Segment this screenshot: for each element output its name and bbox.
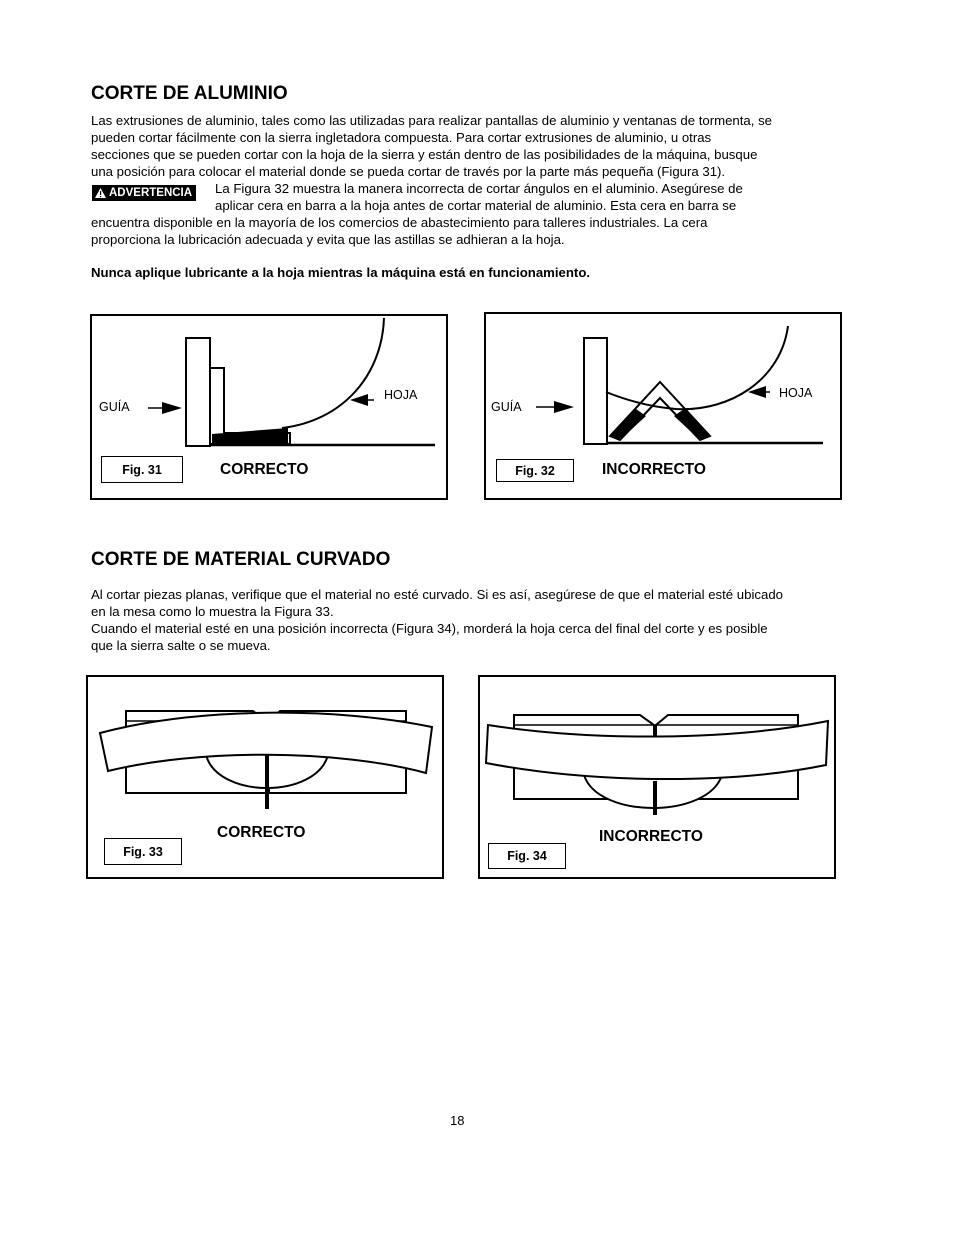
figure-label: Fig. 34 xyxy=(488,843,566,869)
paragraph-line: pueden cortar fácilmente con la sierra ingletadora compuesta. Para cortar extrusiones de aluminio, u otras xyxy=(91,130,712,145)
warning-label: ADVERTENCIA xyxy=(109,187,193,199)
warning-line: aplicar cera en barra a la hoja antes de cortar material de aluminio. Esta cera en barra se xyxy=(215,198,737,213)
guide-label: GUÍA xyxy=(491,400,522,414)
warning-text xyxy=(215,180,743,214)
figure-caption: INCORRECTO xyxy=(599,828,703,845)
figure-33 xyxy=(86,675,444,879)
paragraph-line: que la sierra salte o se mueva. xyxy=(91,638,271,653)
section1-paragraph xyxy=(91,112,772,180)
guide-label: GUÍA xyxy=(99,400,130,414)
paragraph-line: en la mesa como lo muestra la Figura 33. xyxy=(91,604,334,619)
figure-caption: CORRECTO xyxy=(220,461,309,478)
paragraph-line: secciones que se pueden cortar con la hoja de la sierra y están dentro de las posibilidades de la máquina, busque xyxy=(91,147,758,162)
paragraph-line: una posición para colocar el material donde se pueda cortar de través por la parte más pequeña (Figura 31). xyxy=(91,164,726,179)
figure-32 xyxy=(484,312,842,500)
section1-paragraph-continued xyxy=(91,214,708,248)
figure-label: Fig. 31 xyxy=(101,456,183,483)
paragraph-line: Al cortar piezas planas, verifique que el material no esté curvado. Si es así, asegúrese de que el material esté ubicado xyxy=(91,587,784,602)
section-heading-aluminio: CORTE DE ALUMINIO xyxy=(91,83,288,104)
figure-label: Fig. 32 xyxy=(496,459,574,482)
section2-paragraph xyxy=(91,586,783,654)
figure-34 xyxy=(478,675,836,879)
blade-label: HOJA xyxy=(384,388,418,402)
blade-label: HOJA xyxy=(779,386,813,400)
warning-line: La Figura 32 muestra la manera incorrecta de cortar ángulos en el aluminio. Asegúrese de xyxy=(215,181,743,196)
bold-note: Nunca aplique lubricante a la hoja mientras la máquina está en funcionamiento. xyxy=(91,265,591,280)
figure-caption: CORRECTO xyxy=(217,824,306,841)
paragraph-line: proporciona la lubricación adecuada y evita que las astillas se adhieran a la hoja. xyxy=(91,232,565,247)
section-heading-curvado: CORTE DE MATERIAL CURVADO xyxy=(91,549,391,570)
figure-label: Fig. 33 xyxy=(104,838,182,865)
warning-badge xyxy=(92,185,196,201)
paragraph-line: encuentra disponible en la mayoría de los comercios de abastecimiento para talleres industriales. La cera xyxy=(91,215,708,230)
paragraph-line: Cuando el material esté en una posición incorrecta (Figura 34), morderá la hoja cerca del final del corte y es posible xyxy=(91,621,768,636)
warning-triangle-icon xyxy=(95,188,106,198)
figure-31 xyxy=(90,314,448,500)
figure-caption: INCORRECTO xyxy=(602,461,706,478)
paragraph-line: Las extrusiones de aluminio, tales como las utilizadas para realizar pantallas de aluminio y ventanas de tormenta, se xyxy=(91,113,772,128)
page-number: 18 xyxy=(450,1113,465,1128)
